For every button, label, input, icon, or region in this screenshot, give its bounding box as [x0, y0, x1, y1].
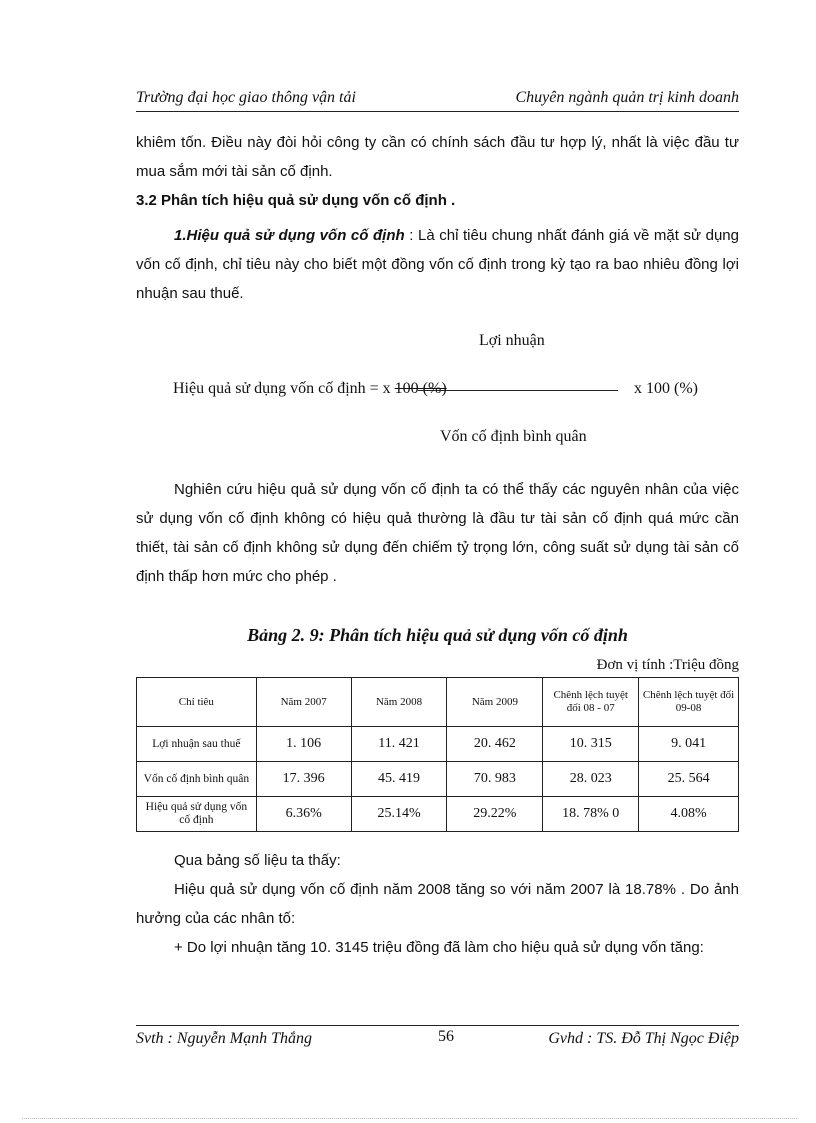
page-header: [136, 87, 739, 112]
formula-rhs: x 100 (%): [634, 380, 698, 397]
table-cell: 70. 983: [447, 762, 543, 797]
table-cell: 6.36%: [256, 797, 351, 832]
paragraph-analysis: Nghiên cứu hiệu quả sử dụng vốn cố định ta có thể thấy các nguyên nhân của việc sử dụng vốn cố định không có hiệu quả thường là đầu tư tài sản cố định quá mức cần thiết, tài sản cố định không sử dụng đến chiếm tỷ trọng lớn, công suất sử dụng tài sản cố định thấp hơn mức cho phép .: [136, 481, 739, 585]
table-row: [137, 762, 739, 797]
header-major: Chuyên ngành quản trị kinh doanh: [515, 89, 739, 106]
table-row: [137, 727, 739, 762]
table-unit: Đơn vị tính :Triệu đồng: [596, 657, 739, 673]
page-edge-divider: [22, 1118, 797, 1119]
table-row-label: Lợi nhuận sau thuế: [137, 727, 257, 762]
section-heading: 3.2 Phân tích hiệu quả sử dụng vốn cố định .: [136, 192, 456, 209]
table-header-cell: Năm 2009: [447, 678, 543, 727]
table-cell: 20. 462: [447, 727, 543, 762]
table-cell: 1. 106: [256, 727, 351, 762]
table-cell: 11. 421: [351, 727, 447, 762]
table-row-label: Hiệu quả sử dụng vốn cố định: [137, 797, 257, 832]
paragraph-definition: [136, 221, 739, 308]
formula-lhs: [173, 380, 447, 398]
paragraph-factor: + Do lợi nhuận tăng 10. 3145 triệu đồng đã làm cho hiệu quả sử dụng vốn tăng:: [174, 939, 704, 956]
formula-denominator: Vốn cố định bình quân: [440, 428, 587, 445]
paragraph-summary: Qua bảng số liệu ta thấy:: [174, 852, 341, 869]
data-table: [136, 677, 739, 832]
footer-student: Svth : Nguyễn Mạnh Thắng: [136, 1030, 312, 1047]
table-cell: 9. 041: [639, 727, 739, 762]
formula-struck: 100 (%): [394, 380, 447, 397]
table-cell: 18. 78% 0: [543, 797, 639, 832]
table-cell: 29.22%: [447, 797, 543, 832]
definition-term: 1.Hiệu quả sử dụng vốn cố định: [174, 227, 405, 244]
table-header-cell: Chênh lệch tuyệt đối 08 - 07: [543, 678, 639, 727]
formula-label: Hiệu quả sử dụng vốn cố định = x: [173, 380, 395, 397]
table-caption: Bảng 2. 9: Phân tích hiệu quả sử dụng vốn cố định: [247, 625, 628, 645]
table-row-label: Vốn cố định bình quân: [137, 762, 257, 797]
header-school: Trường đại học giao thông vận tải: [136, 89, 356, 106]
table-cell: 45. 419: [351, 762, 447, 797]
formula-numerator: Lợi nhuận: [479, 332, 545, 349]
table-cell: 17. 396: [256, 762, 351, 797]
paragraph-intro: khiêm tốn. Điều này đòi hỏi công ty cần có chính sách đầu tư hợp lý, nhất là việc đầu tư mua sắm mới tài sản cố định.: [136, 134, 739, 180]
page-footer: [136, 1025, 739, 1052]
table-header-cell: Chênh lệch tuyệt đối 09-08: [639, 678, 739, 727]
definition-text: : Là chỉ tiêu chung nhất đánh giá về mặt sử dụng vốn cố định, chỉ tiêu này cho biết một đồng vốn cố định trong kỳ tạo ra bao nhiêu đồng lợi nhuận sau thuế.: [136, 227, 739, 302]
table-header-cell: Năm 2007: [256, 678, 351, 727]
table-cell: 4.08%: [639, 797, 739, 832]
page-number: 56: [438, 1028, 454, 1045]
table-row: [137, 797, 739, 832]
table-cell: 10. 315: [543, 727, 639, 762]
table-header-cell: Năm 2008: [351, 678, 447, 727]
table-cell: 25. 564: [639, 762, 739, 797]
paragraph-comparison: Hiệu quả sử dụng vốn cố định năm 2008 tăng so với năm 2007 là 18.78% . Do ảnh hưởng của các nhân tố:: [136, 881, 739, 927]
table-cell: 25.14%: [351, 797, 447, 832]
fraction-line: [418, 390, 618, 391]
table-cell: 28. 023: [543, 762, 639, 797]
table-header-cell: Chỉ tiêu: [137, 678, 257, 727]
footer-supervisor: Gvhd : TS. Đỗ Thị Ngọc Điệp: [548, 1030, 739, 1047]
table-header-row: [137, 678, 739, 727]
